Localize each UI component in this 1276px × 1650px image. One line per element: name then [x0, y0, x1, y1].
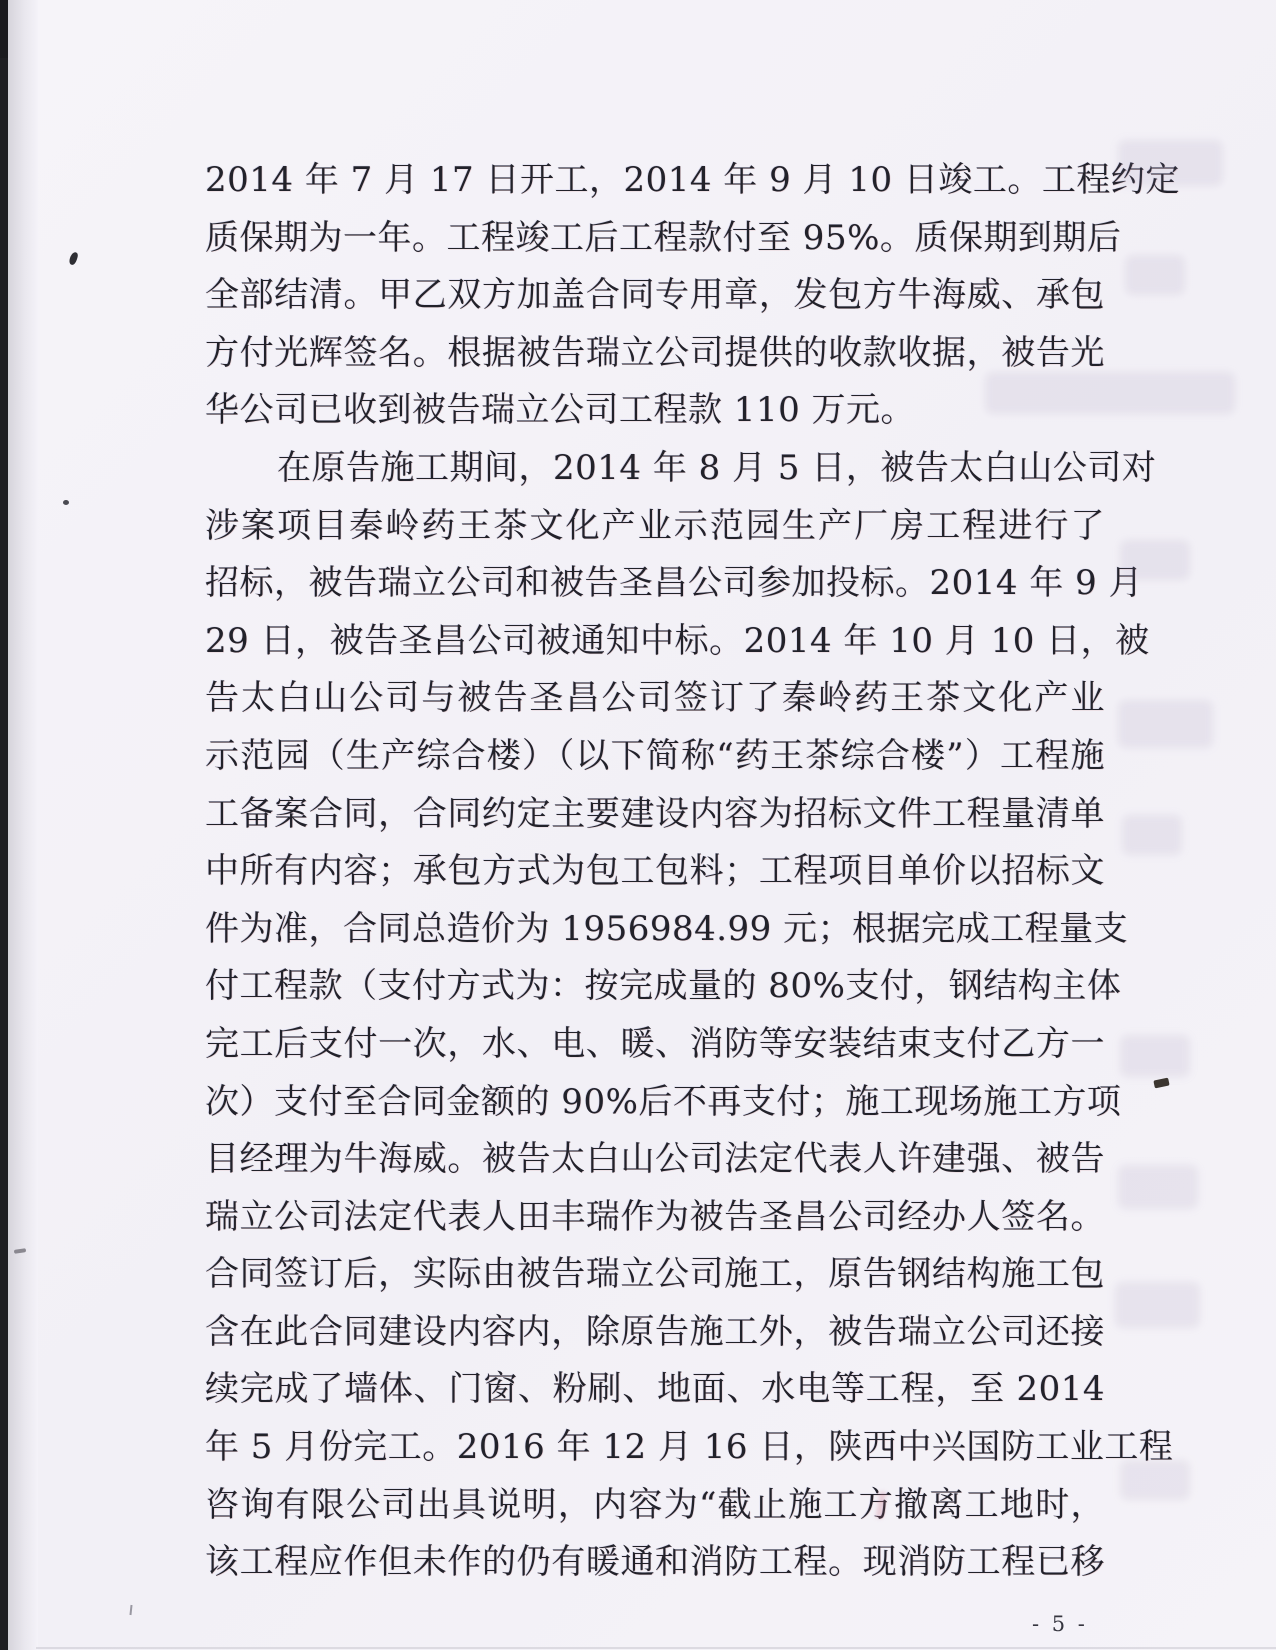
text-line: 示范园（生产综合楼）（以下简称“药王茶综合楼”）工程施	[205, 735, 1105, 776]
text-line: 工备案合同，合同约定主要建设内容为招标文件工程量清单	[205, 793, 1105, 834]
text-line: 瑞立公司法定代表人田丰瑞作为被告圣昌公司经办人签名。	[205, 1196, 1105, 1237]
bleed-through-smudge	[1125, 255, 1185, 295]
text-line: 件为准，合同总造价为 1956984.99 元；根据完成工程量支	[205, 908, 1129, 949]
bleed-through-smudge	[985, 372, 1235, 414]
text-line: 咨询有限公司出具说明，内容为“截止施工方撤离工地时，	[205, 1484, 1105, 1525]
bleed-through-smudge	[1120, 540, 1190, 580]
bleed-through-smudge	[1118, 700, 1213, 748]
bleed-through-smudge	[1120, 1460, 1190, 1500]
scan-edge-bottom-line	[36, 1647, 1276, 1649]
text-line: 29 日，被告圣昌公司被通知中标。2014 年 10 月 10 日，被	[205, 620, 1150, 661]
text-line: 付工程款（支付方式为：按完成量的 80%支付，钢结构主体	[205, 966, 1122, 1007]
text-line: 次）支付至合同金额的 90%后不再支付；施工现场施工方项	[205, 1081, 1122, 1122]
text-line: 质保期为一年。工程竣工后工程款付至 95%。质保期到期后	[205, 217, 1122, 258]
bleed-through-smudge	[1118, 1165, 1198, 1209]
text-line: 方付光辉签名。根据被告瑞立公司提供的收款收据，被告光	[205, 332, 1105, 373]
ink-speck	[63, 500, 69, 505]
ink-speck	[1153, 1078, 1169, 1089]
text-line: 2014 年 7 月 17 日开工，2014 年 9 月 10 日竣工。工程约定	[205, 160, 1180, 200]
text-line: 在原告施工期间，2014 年 8 月 5 日，被告太白山公司对	[277, 447, 1157, 488]
text-line: 合同签订后，实际由被告瑞立公司施工，原告钢结构施工包	[205, 1254, 1105, 1295]
scan-edge-black-strip	[0, 0, 8, 1650]
text-line: 续完成了墙体、门窗、粉刷、地面、水电等工程，至 2014	[205, 1369, 1105, 1410]
text-line: 涉案项目秦岭药王茶文化产业示范园生产厂房工程进行了	[205, 505, 1105, 546]
text-line: 完工后支付一次，水、电、暖、消防等安装结束支付乙方一	[205, 1023, 1105, 1064]
bleed-through-smudge	[1115, 1282, 1200, 1328]
text-line: 华公司已收到被告瑞立公司工程款 110 万元。	[205, 390, 916, 431]
bleed-through-smudge	[1118, 140, 1223, 186]
page-number: - 5 -	[1032, 1612, 1088, 1636]
ink-speck	[129, 1605, 132, 1615]
text-line: 含在此合同建设内容内，除原告施工外，被告瑞立公司还接	[205, 1311, 1105, 1352]
bleed-through-smudge	[1120, 1035, 1190, 1077]
text-line: 招标，被告瑞立公司和被告圣昌公司参加投标。2014 年 9 月	[205, 563, 1144, 604]
text-line: 该工程应作但未作的仍有暖通和消防工程。现消防工程已移	[205, 1542, 1105, 1583]
bleed-through-smudge	[1122, 815, 1182, 855]
scan-edge-shadow	[8, 0, 38, 1650]
text-line: 全部结清。甲乙双方加盖合同专用章，发包方牛海威、承包	[205, 275, 1105, 316]
text-line: 目经理为牛海威。被告太白山公司法定代表人许建强、被告	[205, 1139, 1105, 1180]
text-line: 中所有内容；承包方式为包工包料；工程项目单价以招标文	[205, 851, 1105, 892]
ink-speck	[68, 251, 79, 266]
body-text	[205, 152, 1180, 1592]
text-line: 年 5 月份完工。2016 年 12 月 16 日，陕西中兴国防工业工程	[205, 1427, 1174, 1468]
text-line: 告太白山公司与被告圣昌公司签订了秦岭药王茶文化产业	[205, 678, 1105, 719]
